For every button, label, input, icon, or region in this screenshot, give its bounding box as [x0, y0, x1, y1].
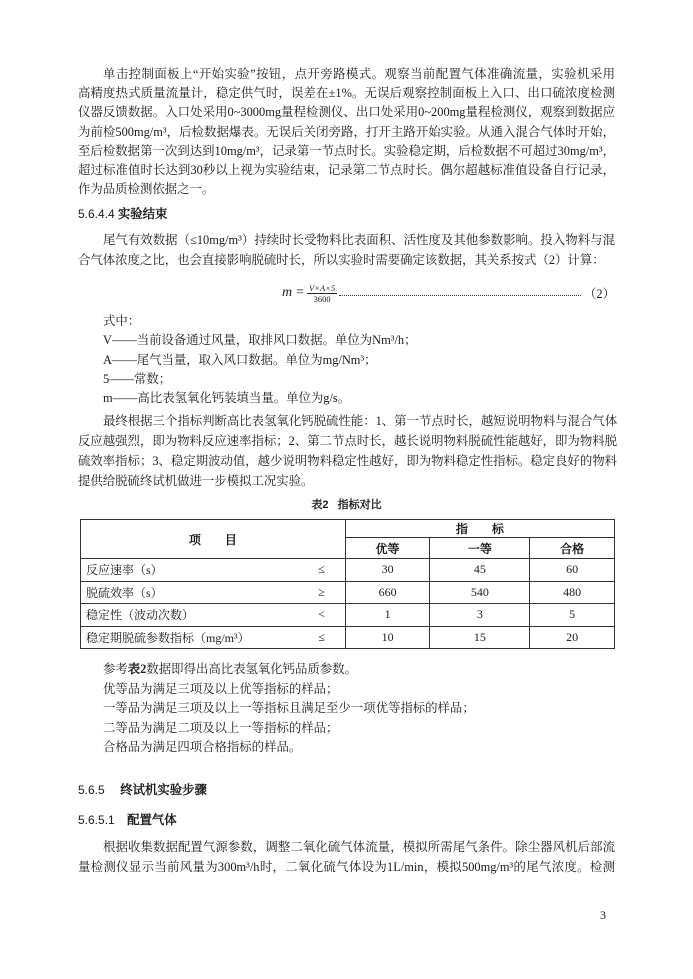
header-grade-first: 一等	[430, 538, 530, 559]
definition-line: 5——常数；	[103, 371, 172, 386]
paragraph-line: 超过标准值时长达到30秒以上视为实验结束，记录第二节点时长。偶尔超越标准值设备自行记录，	[78, 162, 615, 177]
paragraph-line: 硫效率指标；3、稳定期波动值，越少说明物料稳定性越好，即为物料稳定性指标。稳定良好的物料	[78, 454, 617, 468]
row-value: 20	[530, 626, 615, 649]
header-grade-excellent: 优等	[345, 538, 430, 559]
row-value: 60	[530, 559, 615, 582]
page-number: 3	[600, 908, 606, 922]
paragraph-line: 作为品质检测依据之一。	[78, 182, 215, 197]
table-header-row	[81, 520, 615, 538]
header-indicator: 指 标	[345, 520, 614, 538]
row-item: 稳定期脱硫参数指标（mg/m³）	[81, 626, 299, 649]
formula-numerator: V×A×5	[309, 282, 336, 293]
reference-suffix: 数据即得出高比表氢氧化钙品质参数。	[146, 662, 358, 676]
section-number: 5.6.4.4	[78, 207, 115, 221]
row-operator: ≤	[298, 559, 345, 582]
definition-line: V——当前设备通过风量，取排风口数据。单位为Nm³/h；	[103, 333, 417, 348]
table-caption-label: 表2	[311, 499, 329, 511]
reference-table-label: 表2	[127, 662, 147, 676]
section-heading-5-6-5-1	[78, 810, 177, 830]
definitions-label: 式中：	[103, 314, 141, 328]
section-number: 5.6.5.1	[78, 813, 115, 827]
table-caption	[78, 496, 615, 514]
row-item: 反应速率（s）	[81, 559, 299, 582]
formula-number: （2）	[584, 287, 615, 301]
formula-definitions	[78, 312, 615, 408]
paragraph-line: 仪器反馈数据。入口处采用0~3000mg量程检测仪、出口处采用0~200mg量程检测仪，观察到数据应	[78, 105, 615, 120]
table-caption-title: 指标对比	[337, 499, 382, 511]
definition-line: A——尾气当量，取入风口数据。单位为mg/Nm³；	[103, 352, 377, 367]
row-value: 480	[530, 581, 615, 604]
paragraph-line: 根据收集数据配置气源参数，调整二氧化硫气体流量，模拟所需尾气条件。除尘器风机后部流	[103, 840, 615, 854]
paragraph-line: 反应越强烈，即为物料反应速率指标；2、第二节点时长，越长说明物料脱硫性能越好，即为物料脱	[78, 434, 617, 448]
paragraph-line: 量检测仪显示当前风量为300m³/h时，二氧化硫气体设为1L/min，模拟500mg/m³的尾气浓度。检测	[78, 860, 615, 874]
row-item: 稳定性（波动次数）	[81, 604, 299, 627]
reference-prefix: 参考	[103, 662, 128, 676]
table-reference-line	[78, 660, 615, 680]
row-value: 15	[430, 626, 530, 649]
paragraph-effective-data	[78, 230, 615, 270]
section-title: 配置气体	[127, 813, 177, 827]
paragraph-three-indicators	[78, 411, 618, 491]
paragraph-line: 尾气有效数据（≤10mg/m³）持续时长受物料比表面积、活性度及其他参数影响。投入物料与混	[103, 233, 615, 247]
definition-line: m——高比表氢氧化钙装填当量。单位为g/s。	[103, 391, 351, 406]
section-heading-5-6-4-4	[78, 204, 167, 224]
row-value: 30	[345, 559, 430, 582]
row-value: 45	[430, 559, 530, 582]
header-grade-qualified: 合格	[530, 538, 615, 559]
formula-equals: =	[296, 285, 305, 300]
paragraph-line: 为前检500mg/m³，后检数据爆表。无误后关闭旁路，打开主路开始实验。从通入混合气体时开始，	[78, 124, 615, 139]
paragraph-line: 合气体浓度之比，也会直接影响脱硫时长，所以实验时需要确定该数据，其关系按式（2）计算：	[78, 253, 605, 267]
section-title: 实验结束	[117, 207, 168, 221]
formula-2	[282, 279, 615, 307]
section-title: 终试机实验步骤	[120, 783, 207, 797]
paragraph-start-experiment	[78, 65, 615, 199]
table-row	[81, 626, 615, 649]
formula-fraction	[308, 283, 336, 304]
paragraph-line: 至后检数据第一次到达到10mg/m³，记录第一节点时长。实验稳定期，后检数据不可超过30mg/m³，	[78, 143, 615, 158]
grade-line: 优等品为满足三项及以上优等指标的样品；	[103, 681, 339, 696]
grade-definitions	[78, 660, 615, 758]
row-operator: ≤	[298, 626, 345, 649]
row-value: 10	[345, 626, 430, 649]
table-row	[81, 604, 615, 627]
table-row	[81, 581, 615, 604]
row-value: 540	[430, 581, 530, 604]
paragraph-line: 单击控制面板上“开始实验”按钮，点开旁路模式。观察当前配置气体准确流量，实验机采用	[103, 67, 615, 81]
section-number: 5.6.5	[78, 783, 105, 797]
row-value: 660	[345, 581, 430, 604]
row-value: 3	[430, 604, 530, 627]
paragraph-configure-gas	[78, 837, 615, 877]
row-value: 5	[530, 604, 615, 627]
row-operator: <	[298, 604, 345, 627]
indicator-table	[80, 519, 615, 649]
table-row	[81, 559, 615, 582]
grade-line: 合格品为满足四项合格指标的样品。	[103, 740, 302, 754]
row-operator: ≥	[298, 581, 345, 604]
paragraph-line: 最终根据三个指标判断高比表氢氧化钙脱硫性能：1、第一节点时长，越短说明物料与混合气体	[103, 414, 618, 428]
paragraph-line: 高精度热式质量流量计，稳定供气时，误差在±1%。无误后观察控制面板上入口、出口硫浓度检测	[78, 86, 615, 101]
formula-lhs: m	[282, 285, 293, 300]
paragraph-line: 提供给脱硫终试机做进一步模拟工况实验。	[78, 474, 314, 488]
formula-dot-leader	[339, 295, 581, 296]
formula-denominator: 3600	[307, 293, 337, 304]
row-value: 1	[345, 604, 430, 627]
grade-line: 一等品为满足三项及以上一等指标且满足至少一项优等指标的样品；	[103, 701, 475, 715]
header-item: 项 目	[81, 520, 346, 559]
grade-line: 二等品为满足二项及以上一等指标的样品；	[103, 720, 339, 735]
section-heading-5-6-5	[78, 780, 207, 800]
row-item: 脱硫效率（s）	[81, 581, 299, 604]
